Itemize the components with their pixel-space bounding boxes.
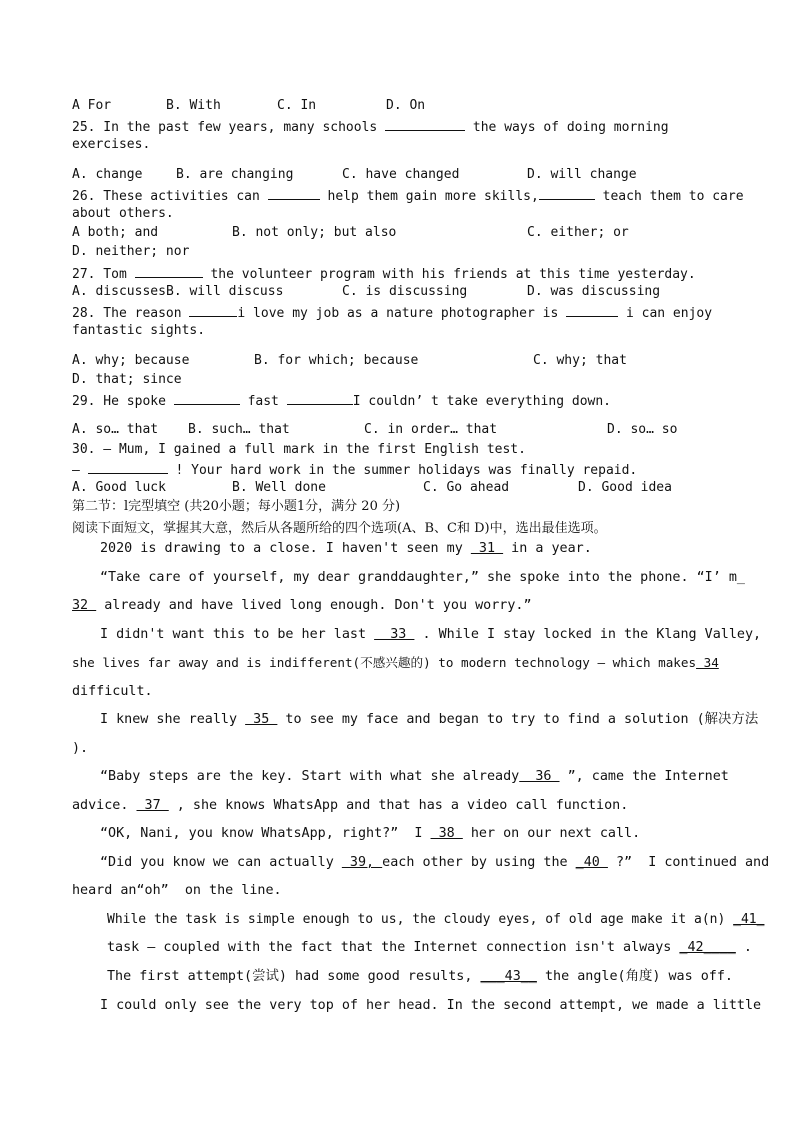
blank-40: _40 [575,855,608,870]
q28-option-d: D. that; since [72,372,182,387]
blank-31: 31 [470,541,504,556]
passage-line-2: “Take care of yourself, my dear granddaughter,” she spoke into the phone. “I’ m_ [100,570,745,585]
passage-line-1: 2020 is drawing to a close. I haven't seen my 31 in a year. [100,541,592,556]
blank-33: 33 [374,627,415,642]
q27-option-a: A. discusses [72,284,166,299]
passage-line-8: ). [72,741,89,756]
q27-option-c: C. is discussing [342,284,468,299]
q27-stem: 27. Tom the volunteer program with his friends at this time yesterday. [72,267,696,282]
q30-option-b: B. Well done [232,480,326,495]
passage-line-12: “Did you know we can actually 39, each other by using the _40 ?” I continued and [100,855,770,870]
q26-option-a: A both; and [72,225,159,240]
q26-option-d: D. neither; nor [72,244,190,259]
blank-32: 32 [72,598,97,613]
q27-option-d: D. was discussing [527,284,661,299]
q29-option-c: C. in order… that [364,422,498,437]
q29-option-a: A. so… that [72,422,159,437]
passage-line-11: “OK, Nani, you know WhatsApp, right?” I 38 her on our next call. [100,826,641,841]
q30-option-d: D. Good idea [578,480,672,495]
q24-option-d: D. On [386,98,426,113]
q26-stem-cont: about others. [72,206,174,221]
q30-reply: — ! Your hard work in the summer holidays was finally repaid. [72,463,638,478]
blank-38: 38 [430,826,463,841]
blank-41: _41_ [733,912,765,927]
q24-option-b: B. With [166,98,221,113]
q26-option-c: C. either; or [527,225,629,240]
blank-43: ___43__ [480,969,537,984]
q28-option-a: A. why; because [72,353,190,368]
q30-stem: 30. — Mum, I gained a full mark in the first English test. [72,442,526,457]
q30-option-a: A. Good luck [72,480,166,495]
passage-line-14: While the task is simple enough to us, the cloudy eyes, of old age make it a(n) _41_ [107,912,765,927]
q29-option-d: D. so… so [607,422,678,437]
q25-option-a: A. change [72,167,143,182]
q28-stem-cont: fantastic sights. [72,323,206,338]
q24-option-c: C. In [277,98,317,113]
blank-35: 35 [245,712,278,727]
q27-option-b: B. will discuss [166,284,284,299]
q25-option-c: C. have changed [342,167,460,182]
q30-option-c: C. Go ahead [423,480,510,495]
blank-39: 39, [341,855,383,870]
passage-line-6: difficult. [72,684,153,699]
section-heading: 第二节：l完型填空 (共20小题；每小题1分，满分 20 分) [72,499,401,514]
passage-line-10: advice. 37 , she knows WhatsApp and that has a video call function. [72,798,629,813]
q25-stem-cont: exercises. [72,137,151,152]
blank-36: 36 [519,769,560,784]
blank-42: _42____ [679,940,736,955]
q25-stem: 25. In the past few years, many schools the ways of doing morning [72,120,669,135]
q29-stem: 29. He spoke fast I couldn’ t take everything down. [72,394,611,409]
q26-stem: 26. These activities can help them gain more skills, teach them to care [72,189,744,204]
q26-option-b: B. not only; but also [232,225,397,240]
passage-line-5: she lives far away and is indifferent(不感兴趣的) to modern technology — which makes 34 [72,655,719,670]
blank-37: 37 [136,798,169,813]
passage-line-3: 32 already and have lived long enough. Don't you worry.” [72,598,532,613]
q25-option-b: B. are changing [176,167,294,182]
q28-stem: 28. The reason i love my job as a nature photographer is i can enjoy [72,306,713,321]
passage-line-4: I didn't want this to be her last 33 . While I stay locked in the Klang Valley, [100,627,762,642]
passage-line-17: I could only see the very top of her head. In the second attempt, we made a little [100,998,762,1013]
passage-line-15: task — coupled with the fact that the Internet connection isn't always _42____ . [107,940,752,955]
q24-option-a: A For [72,98,112,113]
blank-34: 34 [696,655,719,670]
q29-option-b: B. such… that [188,422,290,437]
section-instruction: 阅读下面短文，掌握其大意，然后从各题所给的四个选项(A、B、C和 D)中，选出最佳选项。 [72,521,607,536]
passage-line-13: heard an“oh” on the line. [72,883,282,898]
passage-line-16: The first attempt(尝试) had some good results, ___43__ the angle(角度) was off. [107,969,733,984]
passage-line-9: “Baby steps are the key. Start with what she already 36 ”, came the Internet [100,769,729,784]
passage-line-7: I knew she really 35 to see my face and began to try to find a solution (解决方法 [100,712,759,727]
q28-option-b: B. for which; because [254,353,419,368]
q28-option-c: C. why; that [533,353,627,368]
q25-option-d: D. will change [527,167,637,182]
